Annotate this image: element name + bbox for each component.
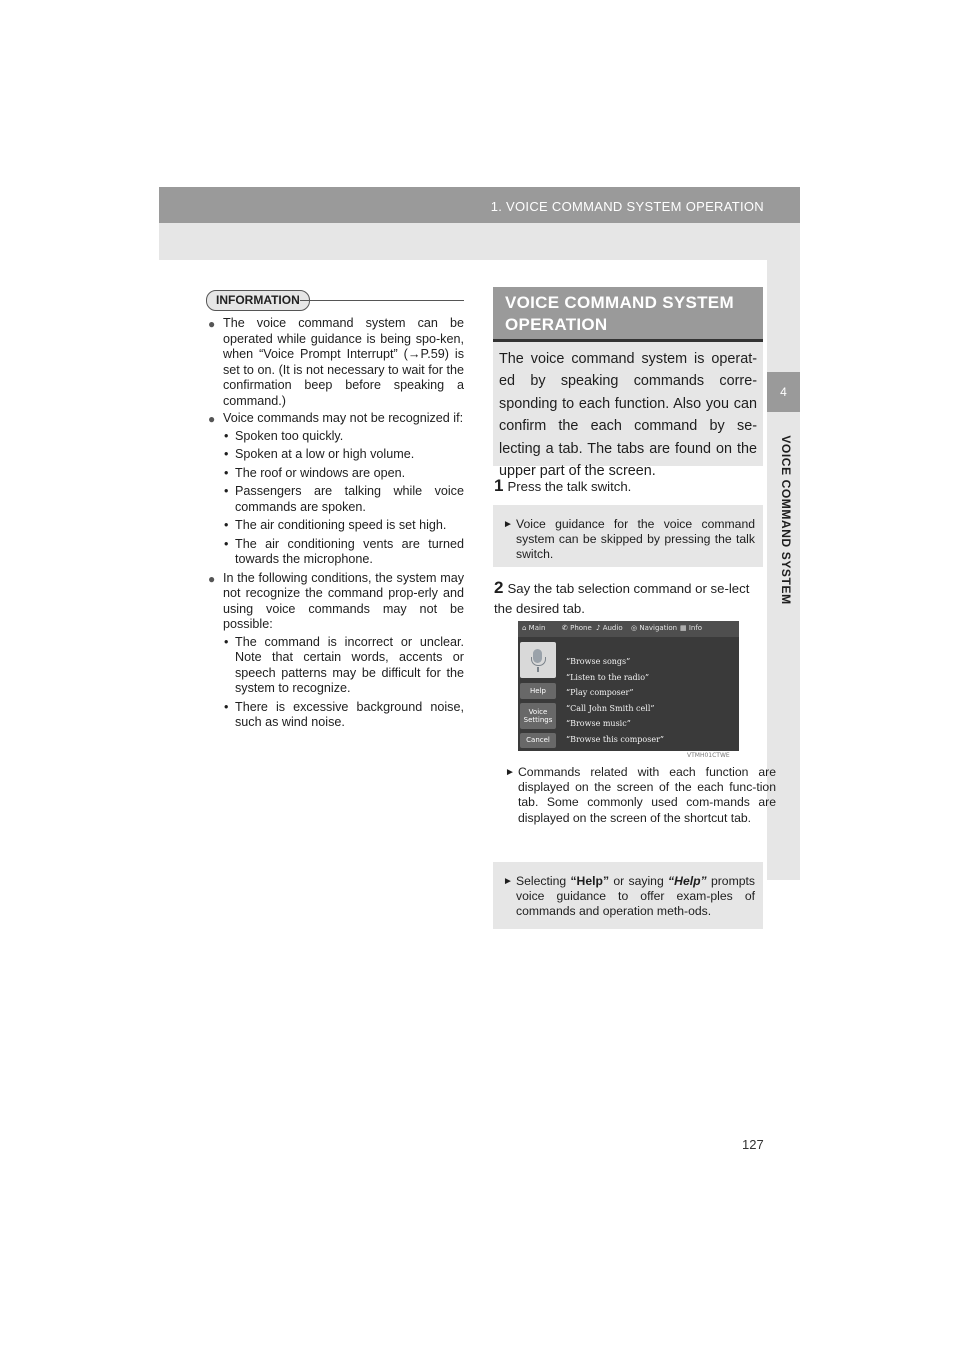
- info-item-text: In the following conditions, the system may not recognize the command prop-erly and using voice commands may not be possible:: [223, 570, 464, 631]
- cancel-button: Cancel: [520, 733, 556, 748]
- information-badge: INFORMATION: [206, 290, 310, 311]
- tab-phone: ✆ Phone: [562, 624, 592, 632]
- intro-text: The voice command system is operat-ed by speaking commands corre-sponding to each function. Also you can confirm the each command by se-lecting a tab. The tabs are found on the upper part of the screen.: [499, 351, 757, 480]
- chevron-right-icon: ►: [503, 876, 513, 887]
- sub-item: • The air conditioning vents are turned towards the microphone.: [223, 537, 464, 568]
- screen-side-panel: [520, 642, 556, 749]
- sub-item: • Spoken too quickly.: [223, 429, 464, 445]
- info-sublist: [223, 429, 464, 568]
- sub-item: • The air conditioning speed is set high.: [223, 518, 464, 534]
- note-commands-text: Commands related with each function are displayed on the screen of the each func-tion tab. Some commonly used com-mands are displayed on the screen of the shortcut tab.: [518, 765, 776, 825]
- command-item: “Call John Smith cell”: [566, 703, 655, 713]
- chapter-title: 1. VOICE COMMAND SYSTEM OPERATION: [490, 199, 764, 214]
- sub-item: • Spoken at a low or high volume.: [223, 447, 464, 463]
- command-item: “Browse songs”: [566, 657, 631, 666]
- tab-audio: ♪ Audio: [596, 624, 623, 632]
- header-bar: [159, 187, 800, 223]
- note-text: [503, 517, 755, 562]
- note-commands: [505, 765, 776, 826]
- note-help-italic: “Help”: [668, 874, 707, 888]
- chevron-right-icon: ►: [505, 767, 515, 778]
- step-2: [494, 578, 764, 619]
- voice-command-screen-image: [518, 621, 739, 751]
- section-heading-box: [493, 287, 763, 342]
- command-list: [566, 654, 734, 747]
- sub-item: • There is excessive background noise, such as wind noise.: [223, 700, 464, 731]
- header-band: [159, 223, 800, 260]
- information-list: [208, 316, 464, 734]
- bullet-icon: ●: [208, 571, 216, 586]
- note-help-suffix: prompts voice guidance to offer exam-ples of commands and operation meth-ods.: [516, 874, 755, 918]
- step-number: 2: [494, 578, 504, 597]
- intro-box: [493, 342, 763, 480]
- screen-tab-bar: [518, 621, 739, 637]
- page-number: 127: [742, 1137, 764, 1152]
- step-number: 1: [494, 476, 504, 495]
- note-help-prefix: Selecting: [516, 874, 571, 888]
- info-item-text: The voice command system can be operated while guidance is being spo-ken, when “Voice Prompt Interrupt” (→P.59) is set to on. (It is not necessary to wait for the confirmation beep before speaking a command.): [223, 316, 464, 408]
- note-skip-text: Voice guidance for the voice command system can be skipped by pressing the talk switch.: [516, 517, 755, 561]
- microphone-icon: [520, 642, 556, 678]
- chevron-right-icon: ►: [503, 519, 513, 530]
- image-code: VTMH01CTWE: [687, 752, 730, 759]
- note-help: [493, 862, 763, 929]
- note-help-bold: “Help”: [570, 874, 610, 888]
- bullet-icon: ●: [208, 317, 216, 331]
- info-item: [208, 316, 464, 409]
- note-skip-guidance: [493, 505, 763, 567]
- tab-info: ▦ Info: [680, 624, 703, 632]
- command-item: “Listen to the radio”: [566, 672, 650, 682]
- command-item: “Browse this composer”: [566, 734, 664, 744]
- help-button: Help: [520, 683, 556, 699]
- info-item: [208, 411, 464, 568]
- sub-item: • The roof or windows are open.: [223, 466, 464, 482]
- info-sublist: [223, 635, 464, 731]
- bullet-icon: ●: [208, 412, 216, 426]
- sub-item: • Passengers are talking while voice commands are spoken.: [223, 484, 464, 515]
- step-text: Press the talk switch.: [507, 479, 632, 494]
- info-item: [208, 571, 464, 731]
- information-rule: [300, 300, 464, 301]
- tab-main: ⌂ Main: [522, 624, 546, 632]
- tab-navigation: ◎ Navigation: [631, 624, 678, 632]
- info-item-text: Voice commands may not be recognized if:: [223, 411, 464, 425]
- sub-item: • The command is incorrect or unclear. Note that certain words, accents or speech patterns may be difficult for the system to recognize.: [223, 635, 464, 697]
- note-help-mid: or saying: [609, 874, 669, 888]
- note-text: [503, 874, 755, 919]
- voice-settings-button: Voice Settings: [520, 703, 556, 729]
- step-text: Say the tab selection command or se-lect the desired tab.: [494, 581, 750, 616]
- chapter-number: 4: [767, 372, 800, 412]
- chapter-side-label: VOICE COMMAND SYSTEM: [779, 435, 793, 605]
- section-title: VOICE COMMAND SYSTEM OPERATION: [505, 293, 734, 334]
- command-item: “Browse music”: [566, 719, 631, 728]
- step-1: [494, 476, 764, 497]
- command-item: “Play composer”: [566, 688, 634, 697]
